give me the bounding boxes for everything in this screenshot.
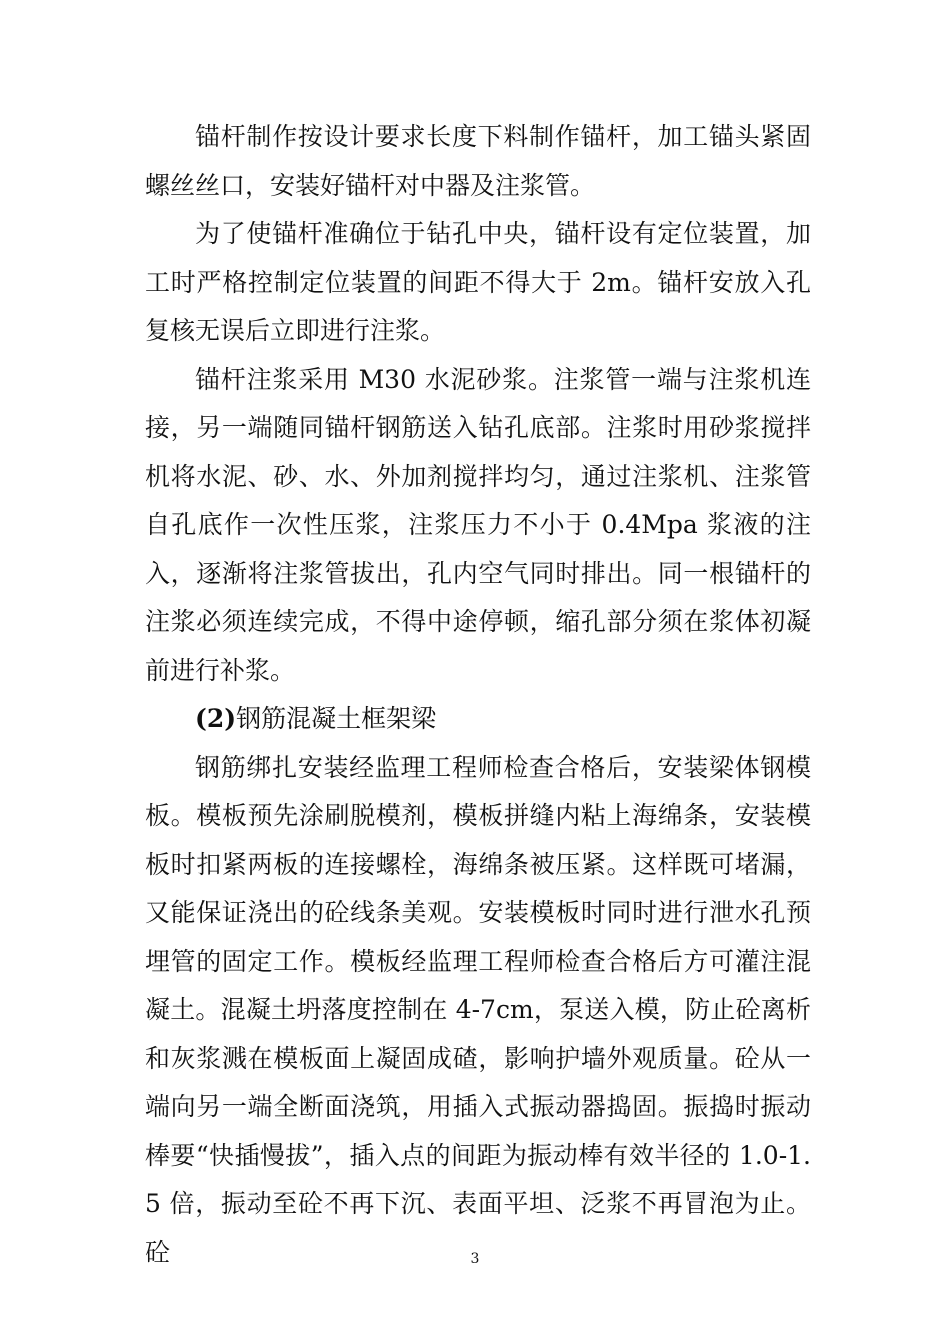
paragraph-anchor-fabrication: 锚杆制作按设计要求长度下料制作锚杆，加工锚头紧固螺丝丝口，安装好锚杆对中器及注浆管。 [145,122,811,200]
section-heading-text: 钢筋混凝土框架梁 [236,704,437,733]
paragraph-anchor-positioning: 为了使锚杆准确位于钻孔中央，锚杆设有定位装置，加工时严格控制定位装置的间距不得大于 2m。锚杆安放入孔复核无误后立即进行注浆。 [145,219,811,345]
section-heading-number: (2) [195,704,237,733]
paragraph-anchor-grouting: 锚杆注浆采用 M30 水泥砂浆。注浆管一端与注浆机连接，另一端随同锚杆钢筋送入钻孔底部。注浆时用砂浆搅拌机将水泥、砂、水、外加剂搅拌均匀，通过注浆机、注浆管自孔底作一次性压浆，注浆压力不小于 0.4Mpa 浆液的注入，逐渐将注浆管拔出，孔内空气同时排出。同一根锚杆的注浆必须连续完成，不得中途停顿，缩孔部分须在浆体初凝前进行补浆。 [145,364,811,685]
document-body [145,113,811,1277]
section-heading [145,695,811,744]
page-number: 3 [470,1251,480,1267]
paragraph-frame-beam: 钢筋绑扎安装经监理工程师检查合格后，安装梁体钢模板。模板预先涂刷脱模剂，模板拼缝内粘上海绵条，安装模板时扣紧两板的连接螺栓，海绵条被压紧。这样既可堵漏，又能保证浇出的砼线条美观。安装模板时同时进行泄水孔预埋管的固定工作。模板经监理工程师检查合格后方可灌注混凝土。混凝土坍落度控制在 4-7cm，泵送入模，防止砼离析和灰浆溅在模板面上凝固成碴，影响护墙外观质量。砼从一端向另一端全断面浇筑，用插入式振动器捣固。振捣时振动棒要“快插慢拔”，插入点的间距为振动棒有效半径的 1.0-1.5 倍，振动至砼不再下沉、表面平坦、泛浆不再冒泡为止。砼 [145,752,811,1267]
